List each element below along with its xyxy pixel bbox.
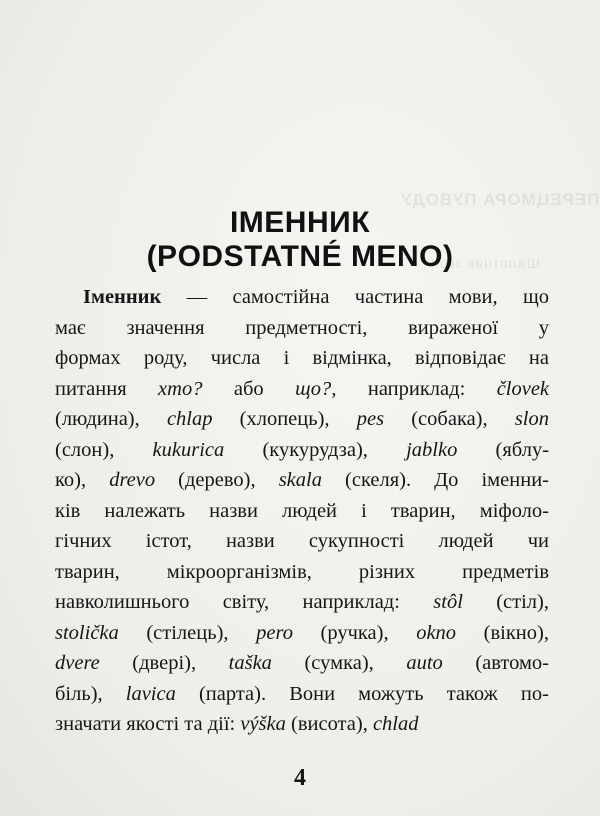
- text-run: — самостійна частина мови, що: [161, 286, 549, 308]
- italic-example: chlap: [166, 408, 213, 430]
- text-line: [55, 343, 549, 374]
- text-run: питання: [55, 377, 159, 400]
- text-line: [55, 679, 549, 710]
- text-run: (кукурудза),: [224, 438, 407, 461]
- italic-example: що?: [295, 377, 332, 400]
- italic-example: stôl: [433, 591, 463, 613]
- text-run: (собака),: [384, 408, 515, 430]
- text-run: значати якості та дії:: [55, 713, 241, 735]
- text-line: [55, 282, 549, 313]
- italic-example: хто?: [158, 377, 203, 400]
- text-run: (людина),: [55, 408, 167, 430]
- italic-example: taška: [228, 652, 272, 674]
- text-run: (автомо-: [442, 652, 550, 674]
- text-run: (слон),: [55, 438, 153, 461]
- bold-term: Іменник: [83, 286, 162, 308]
- text-run: (двері),: [99, 652, 229, 674]
- chapter-title: ІМЕННИК: [229, 206, 371, 239]
- text-run: (стіл),: [462, 591, 549, 613]
- italic-example: auto: [406, 652, 443, 674]
- text-line: [55, 526, 549, 557]
- italic-example: slon: [514, 408, 549, 430]
- italic-example: kukurica: [152, 438, 225, 461]
- text-line: [55, 618, 549, 649]
- text-run: (скеля). До іменни-: [321, 469, 549, 491]
- italic-example: jablko: [406, 438, 458, 461]
- text-run: гічних істот, назви сукупності людей чи: [55, 530, 549, 552]
- text-line: [55, 313, 549, 344]
- italic-example: lavica: [125, 682, 176, 705]
- text-line: [55, 374, 549, 405]
- text-run: або: [202, 377, 296, 400]
- italic-example: pero: [256, 621, 293, 644]
- bleed-through-shadow: ПЕРЕЦМОРА ПУВОДУ: [400, 190, 600, 209]
- italic-example: človek: [496, 377, 550, 400]
- text-line: [55, 435, 549, 466]
- text-line: [55, 465, 549, 496]
- text-run: (яблу-: [457, 438, 550, 461]
- text-run: формах роду, числа і відмінка, відповідає на: [55, 347, 549, 369]
- italic-example: okno: [416, 621, 457, 644]
- text-line: [55, 404, 549, 435]
- text-run: ко),: [55, 469, 110, 491]
- text-run: (хлопець),: [212, 408, 357, 430]
- page-number: 4: [294, 765, 306, 791]
- italic-example: výška: [240, 713, 286, 735]
- italic-example: dvere: [55, 652, 100, 674]
- text-run: (дерево),: [155, 469, 279, 491]
- text-line: [55, 587, 549, 618]
- text-run: (сумка),: [271, 652, 407, 674]
- text-run: тварин, мікроорганізмів, різних предметів: [55, 560, 549, 583]
- text-run: (стілець),: [118, 621, 257, 644]
- italic-example: chlad: [372, 713, 419, 735]
- text-run: (ручка),: [292, 621, 417, 644]
- text-line: [55, 496, 549, 527]
- body-paragraph: [55, 282, 549, 740]
- text-run: , наприклад:: [331, 377, 497, 400]
- text-line: [55, 709, 549, 740]
- text-run: ків належать назви людей і тварин, міфоло-: [55, 499, 549, 522]
- text-run: (вікно),: [456, 621, 549, 644]
- text-line: [55, 648, 549, 679]
- text-line: [55, 557, 549, 588]
- text-run: біль),: [55, 682, 126, 705]
- bleed-through-shadow: Шалотник зкон: [430, 255, 540, 271]
- text-run: (висота),: [285, 713, 373, 735]
- italic-example: drevo: [109, 469, 156, 491]
- chapter-subtitle: (PODSTATNÉ MENO): [146, 240, 454, 273]
- italic-example: stolička: [55, 621, 119, 644]
- italic-example: skala: [278, 469, 322, 491]
- text-run: має значення предметності, вираженої у: [55, 316, 549, 339]
- text-run: навколишнього світу, наприклад:: [55, 591, 434, 613]
- italic-example: pes: [356, 408, 385, 430]
- text-run: (парта). Вони можуть також по-: [175, 682, 549, 705]
